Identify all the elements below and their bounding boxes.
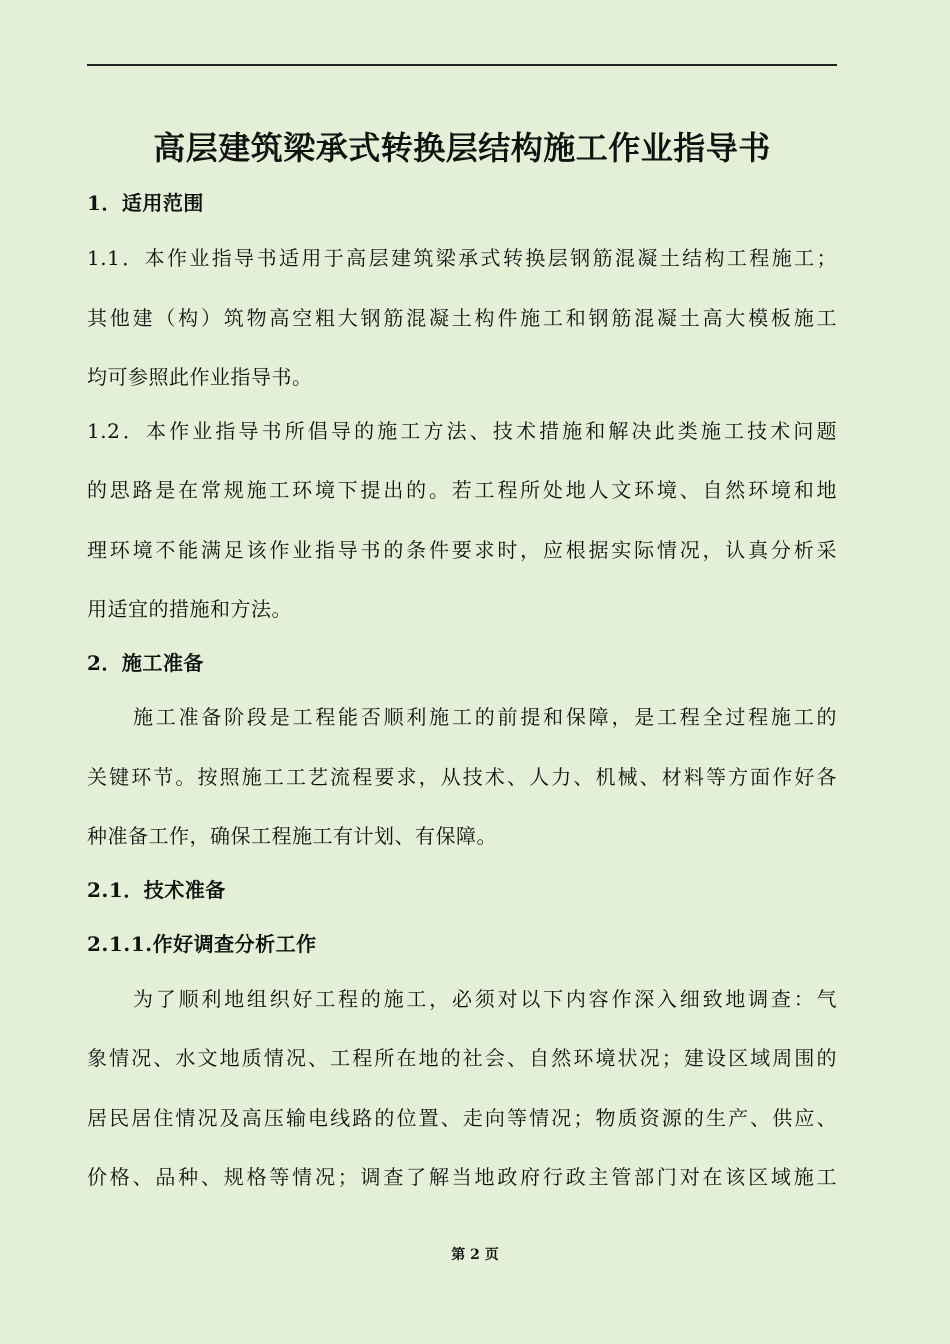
section-heading-1: 1．适用范围 [87,191,204,215]
subsection-heading-2-1: 2.1．技术准备 [87,878,226,902]
subsection-heading-2-1-1: 2.1.1.作好调查分析工作 [87,932,317,956]
paragraph-line: 居民居住情况及高压输电线路的位置、走向等情况；物质资源的生产、供应、 [87,1106,837,1130]
paragraph-line: 1.1．本作业指导书适用于高层建筑梁承式转换层钢筋混凝土结构工程施工； [87,246,837,270]
paragraph-line: 为了顺利地组织好工程的施工，必须对以下内容作深入细致地调查：气 [133,987,837,1011]
page-number: 第 2 页 [451,1247,499,1263]
paragraph-line: 均可参照此作业指导书。 [87,365,313,389]
header-rule [87,64,837,66]
document-title: 高层建筑梁承式转换层结构施工作业指导书 [153,129,771,167]
paragraph-line: 种准备工作，确保工程施工有计划、有保障。 [87,824,497,848]
paragraph-line: 价格、品种、规格等情况；调查了解当地政府行政主管部门对在该区域施工 [87,1165,837,1189]
paragraph-line: 1.2．本作业指导书所倡导的施工方法、技术措施和解决此类施工技术问题 [87,419,837,443]
paragraph-line: 的思路是在常规施工环境下提出的。若工程所处地人文环境、自然环境和地 [87,478,837,502]
paragraph-line: 施工准备阶段是工程能否顺利施工的前提和保障，是工程全过程施工的 [133,705,837,729]
paragraph-line: 用适宜的措施和方法。 [87,597,292,621]
paragraph-line: 象情况、水文地质情况、工程所在地的社会、自然环境状况；建设区域周围的 [87,1046,837,1070]
paragraph-line: 其他建（构）筑物高空粗大钢筋混凝土构件施工和钢筋混凝土高大模板施工 [87,306,837,330]
paragraph-line: 关键环节。按照施工工艺流程要求，从技术、人力、机械、材料等方面作好各 [87,765,837,789]
section-heading-2: 2．施工准备 [87,651,204,675]
paragraph-line: 理环境不能满足该作业指导书的条件要求时，应根据实际情况，认真分析采 [87,538,837,562]
